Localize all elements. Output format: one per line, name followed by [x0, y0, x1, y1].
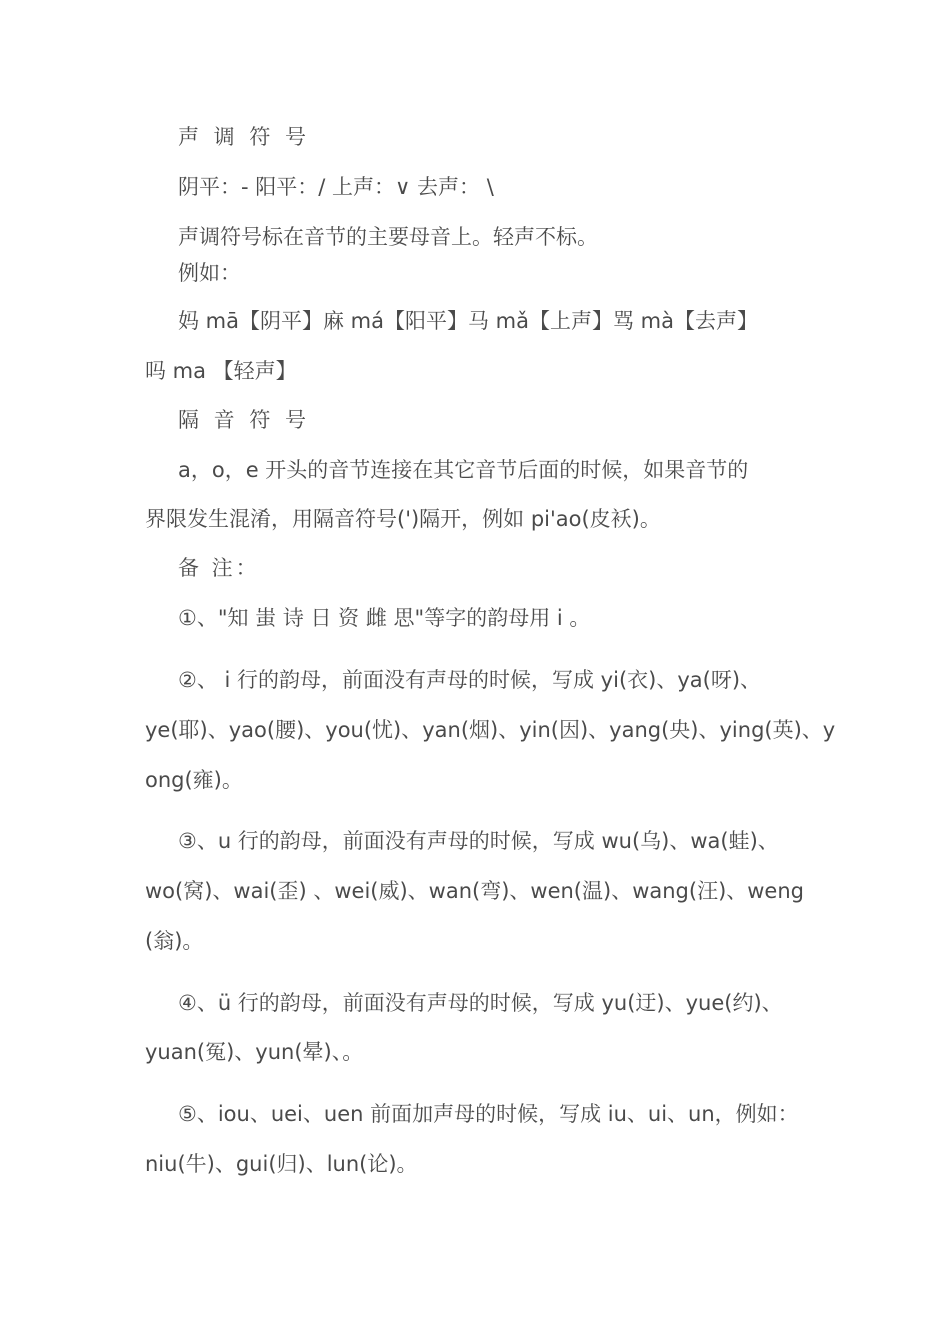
- tone-rule-line: 声调符号标在音节的主要母音上。轻声不标。: [178, 225, 598, 249]
- note-3-line-2: wo(窝)、wai(歪) 、wei(威)、wan(弯)、wen(温)、wang(汪)、weng: [145, 879, 804, 903]
- note-5-line-1: ⑤、iou、uei、uen 前面加声母的时候，写成 iu、ui、un，例如：: [178, 1102, 799, 1126]
- note-2-line-3: ong(雍)。: [145, 768, 243, 792]
- separator-section-title: 隔 音 符 号: [178, 408, 311, 432]
- example-label: 例如：: [178, 261, 241, 285]
- tone-marks-line: 阴平：- 阳平：/ 上声：∨ 去声： \: [178, 175, 494, 199]
- example-line-1: 妈 mā【阴平】麻 má【阳平】马 mǎ【上声】骂 mà【去声】: [178, 309, 759, 333]
- note-4-line-1: ④、ü 行的韵母，前面没有声母的时候，写成 yu(迂)、yue(约)、: [178, 991, 783, 1015]
- notes-label: 备 注：: [178, 556, 260, 580]
- note-2-line-1: ②、 i 行的韵母，前面没有声母的时候，写成 yi(衣)、ya(呀)、: [178, 668, 762, 692]
- note-2-line-2: ye(耶)、yao(腰)、you(忧)、yan(烟)、yin(因)、yang(央)、ying(英)、y: [145, 718, 836, 742]
- note-3-line-1: ③、u 行的韵母，前面没有声母的时候，写成 wu(乌)、wa(蛙)、: [178, 829, 779, 853]
- note-1: ①、"知 蚩 诗 日 资 雌 思"等字的韵母用 i 。: [178, 606, 591, 630]
- example-line-2: 吗 ma 【轻声】: [145, 359, 297, 383]
- note-4-line-2: yuan(冤)、yun(晕)、。: [145, 1040, 364, 1064]
- separator-line-1: a，o，e 开头的音节连接在其它音节后面的时候，如果音节的: [178, 458, 749, 482]
- note-5-line-2: niu(牛)、gui(归)、lun(论)。: [145, 1152, 418, 1176]
- tone-section-title: 声 调 符 号: [178, 125, 311, 149]
- note-3-line-3: (翁)。: [145, 929, 204, 953]
- separator-line-2: 界限发生混淆，用隔音符号(')隔开，例如 pi'ao(皮袄)。: [145, 507, 661, 531]
